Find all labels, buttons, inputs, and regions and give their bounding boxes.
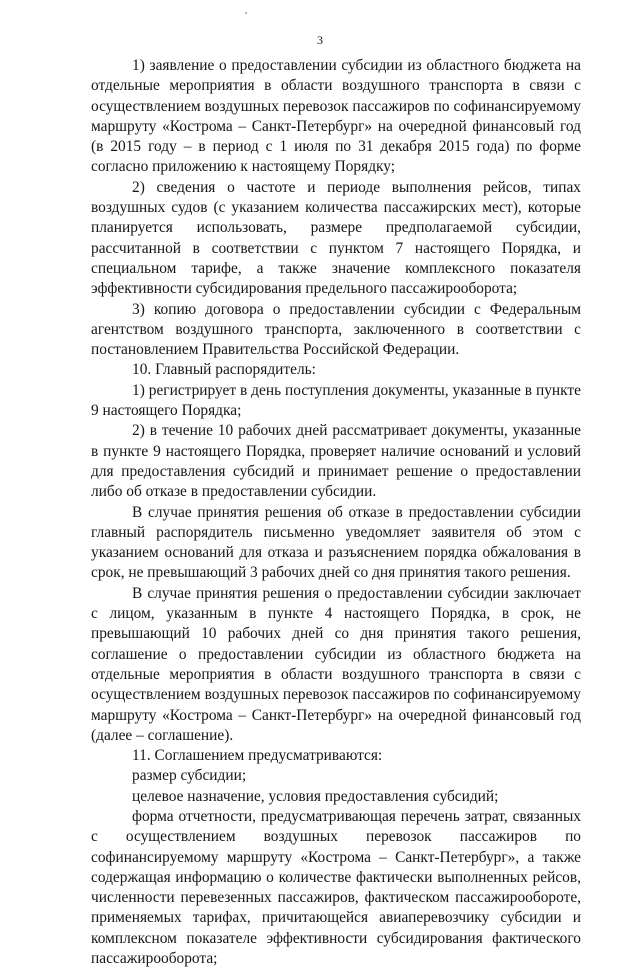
paragraph-item-1-application: 1) заявление о предоставлении субсидии из областного бюджета на отдельные мероприятия в области воздушного транспорта в связи с осуществлением воздушных перевозок пассажиров по софинансируемому маршруту «Кострома – Санкт-Петербург» на очередной финансовый год (в 2015 году – в период с 1 июля по 31 декабря 2015 года) по форме согласно приложению к настоящему Порядку; [91,57,581,176]
section-10-heading: 10. Главный распорядитель: [132,361,316,379]
paragraph-10-2-review: 2) в течение 10 рабочих дней рассматривает документы, указанные в пункте 9 настоящего Порядка, проверяет наличие оснований и условий для предоставления субсидий и принимает решение о предоставлении либо об отказе в предоставлении субсидии. [91,422,581,501]
list-item-purpose: целевое назначение, условия предоставления субсидий; [132,787,499,805]
paragraph-item-2-flight-info: 2) сведения о частоте и периоде выполнения рейсов, типах воздушных судов (с указанием количества пассажирских мест), которые планируется использовать, размере предполагаемой субсидии, рассчитанной в соответствии с пунктом 7 настоящего Порядка, и специальном тарифе, а также значение комплексного показателя эффективности субсидирования предельного пассажирооборота; [91,178,581,298]
paragraph-refusal: В случае принятия решения об отказе в предоставлении субсидии главный распорядитель письменно уведомляет заявителя об этом с указанием оснований для отказа и разъяснением порядка обжалования в срок, не превышающий 3 рабочих дней со дня принятия такого решения. [91,503,581,582]
document-body [91,56,581,969]
paragraph-10-1-registration: 1) регистрирует в день поступления документы, указанные в пункте 9 настоящего Порядка; [91,381,581,420]
list-item-subsidy-amount: размер субсидии; [132,767,247,785]
scan-speck [245,12,247,14]
page-number: 3 [317,33,323,47]
paragraph-item-3-contract-copy: 3) копию договора о предоставлении субсидии с Федеральным агентством воздушного транспорта, заключенного в соответствии с постановлением Правительства Российской Федерации. [91,300,581,359]
list-item-reporting-form: форма отчетности, предусматривающая перечень затрат, связанных с осуществлением воздушных перевозок пассажиров по софинансируемому маршруту «Кострома – Санкт-Петербург», а также содержащая информацию о количестве фактически выполненных рейсов, численности перевезенных пассажиров, фактическом пассажирообороте, применяемых тарифах, причитающейся авиаперевозчику субсидии и комплексном показателе эффективности субсидирования фактического пассажирооборота; [91,807,581,968]
paragraph-agreement: В случае принятия решения о предоставлении субсидии заключает с лицом, указанным в пункте 4 настоящего Порядка, в срок, не превышающий 10 рабочих дней со дня принятия такого решения, соглашение о предоставлении субсидии из областного бюджета на отдельные мероприятия в области воздушного транспорта в связи с осуществлением воздушных перевозок пассажиров по софинансируемому маршруту «Кострома – Санкт-Петербург» на очередной финансовый год (далее – соглашение). [91,584,581,744]
section-11-heading: 11. Соглашением предусматриваются: [132,747,383,765]
